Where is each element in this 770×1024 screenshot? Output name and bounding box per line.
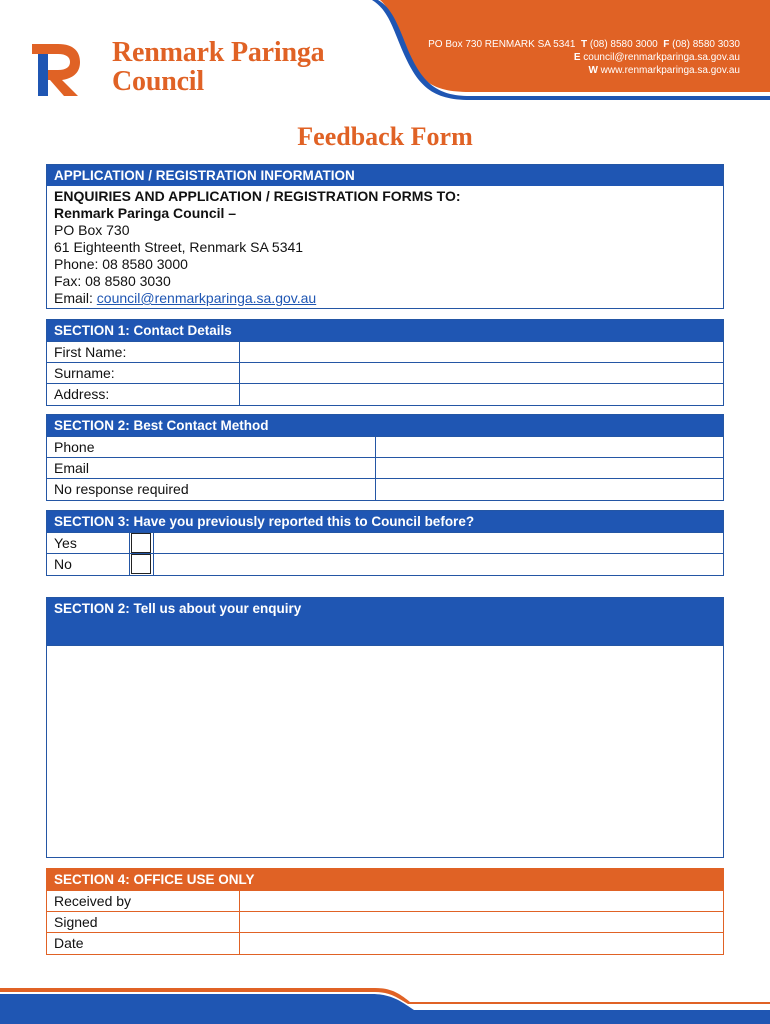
header-email[interactable]: council@renmarkparinga.sa.gov.au <box>583 52 740 63</box>
application-info-box <box>46 164 724 309</box>
table-row <box>47 933 723 954</box>
contact-method-table <box>47 436 723 500</box>
header-web-line <box>428 64 740 77</box>
yes-checkbox-cell <box>129 533 153 554</box>
previously-reported-table <box>47 532 723 575</box>
table-row <box>47 912 723 933</box>
first-name-label: First Name: <box>47 342 239 363</box>
header-website[interactable]: www.renmarkparinga.sa.gov.au <box>600 65 740 76</box>
page-title: Feedback Form <box>297 122 473 151</box>
no-checkbox-cell <box>129 554 153 575</box>
enquiry-textarea[interactable] <box>47 645 723 857</box>
table-row <box>47 458 723 479</box>
info-line1: ENQUIRIES AND APPLICATION / REGISTRATION FORMS TO: <box>54 188 461 204</box>
section4-box <box>46 868 724 955</box>
date-field[interactable] <box>239 933 723 954</box>
contact-details-table <box>47 341 723 405</box>
council-email-link[interactable]: council@renmarkparinga.sa.gov.au <box>96 290 317 306</box>
application-info <box>47 186 723 308</box>
first-name-field[interactable] <box>239 342 723 363</box>
signed-field[interactable] <box>239 912 723 933</box>
info-line3: PO Box 730 <box>54 222 130 238</box>
fax-text: (08) 8580 3030 <box>672 39 740 50</box>
section1-box <box>46 319 724 406</box>
council-name <box>112 38 324 96</box>
no-checkbox[interactable] <box>131 554 151 574</box>
table-row <box>47 554 723 575</box>
no-notes-field[interactable] <box>153 554 723 575</box>
info-email-line <box>54 290 716 307</box>
header-contact <box>428 38 740 77</box>
info-line5: Phone: 08 8580 3000 <box>54 256 188 272</box>
yes-notes-field[interactable] <box>153 533 723 554</box>
phone-label: T <box>580 39 588 50</box>
table-row <box>47 437 723 458</box>
header-email-line <box>428 51 740 64</box>
section3-box <box>46 510 724 576</box>
info-line4: 61 Eighteenth Street, Renmark SA 5341 <box>54 239 304 255</box>
section4-heading: SECTION 4: OFFICE USE ONLY <box>47 869 723 890</box>
info-line2: Renmark Paringa Council – <box>54 205 237 221</box>
email-label: E <box>573 52 581 63</box>
info-line6: Fax: 08 8580 3030 <box>54 273 171 289</box>
office-use-table <box>47 890 723 954</box>
table-row <box>47 363 723 384</box>
table-row <box>47 384 723 405</box>
section3-heading: SECTION 3: Have you previously reported this to Council before? <box>47 511 723 532</box>
no-label: No <box>47 554 129 575</box>
received-by-label: Received by <box>47 891 239 912</box>
address-label: Address: <box>47 384 239 405</box>
section2-heading: SECTION 2: Best Contact Method <box>47 415 723 436</box>
section1-heading: SECTION 1: Contact Details <box>47 320 723 341</box>
email-option-label: Email <box>47 458 375 479</box>
email-prefix: Email: <box>54 290 97 306</box>
table-row <box>47 533 723 554</box>
brand-line1: Renmark Paringa <box>112 37 325 68</box>
council-logo-icon <box>30 40 84 98</box>
web-label: W <box>588 65 598 76</box>
surname-label: Surname: <box>47 363 239 384</box>
enquiry-heading: SECTION 2: Tell us about your enquiry <box>47 598 723 645</box>
enquiry-box <box>46 597 724 858</box>
brand-line2: Council <box>112 66 204 97</box>
table-row <box>47 891 723 912</box>
yes-label: Yes <box>47 533 129 554</box>
surname-field[interactable] <box>239 363 723 384</box>
fax-label: F <box>663 39 670 50</box>
table-row <box>47 479 723 500</box>
signed-label: Signed <box>47 912 239 933</box>
phone-text: (08) 8580 3000 <box>589 39 658 50</box>
address-field[interactable] <box>239 384 723 405</box>
section2-box <box>46 414 724 501</box>
header-address-line <box>428 38 740 51</box>
footer-banner <box>0 980 770 1024</box>
phone-option-label: Phone <box>47 437 375 458</box>
email-option-field[interactable] <box>375 458 723 479</box>
date-label: Date <box>47 933 239 954</box>
table-row <box>47 342 723 363</box>
phone-option-field[interactable] <box>375 437 723 458</box>
no-response-option-label: No response required <box>47 479 375 500</box>
application-heading: APPLICATION / REGISTRATION INFORMATION <box>47 165 723 186</box>
no-response-option-field[interactable] <box>375 479 723 500</box>
yes-checkbox[interactable] <box>131 533 151 553</box>
address-text: PO Box 730 RENMARK SA 5341 <box>428 39 576 50</box>
received-by-field[interactable] <box>239 891 723 912</box>
